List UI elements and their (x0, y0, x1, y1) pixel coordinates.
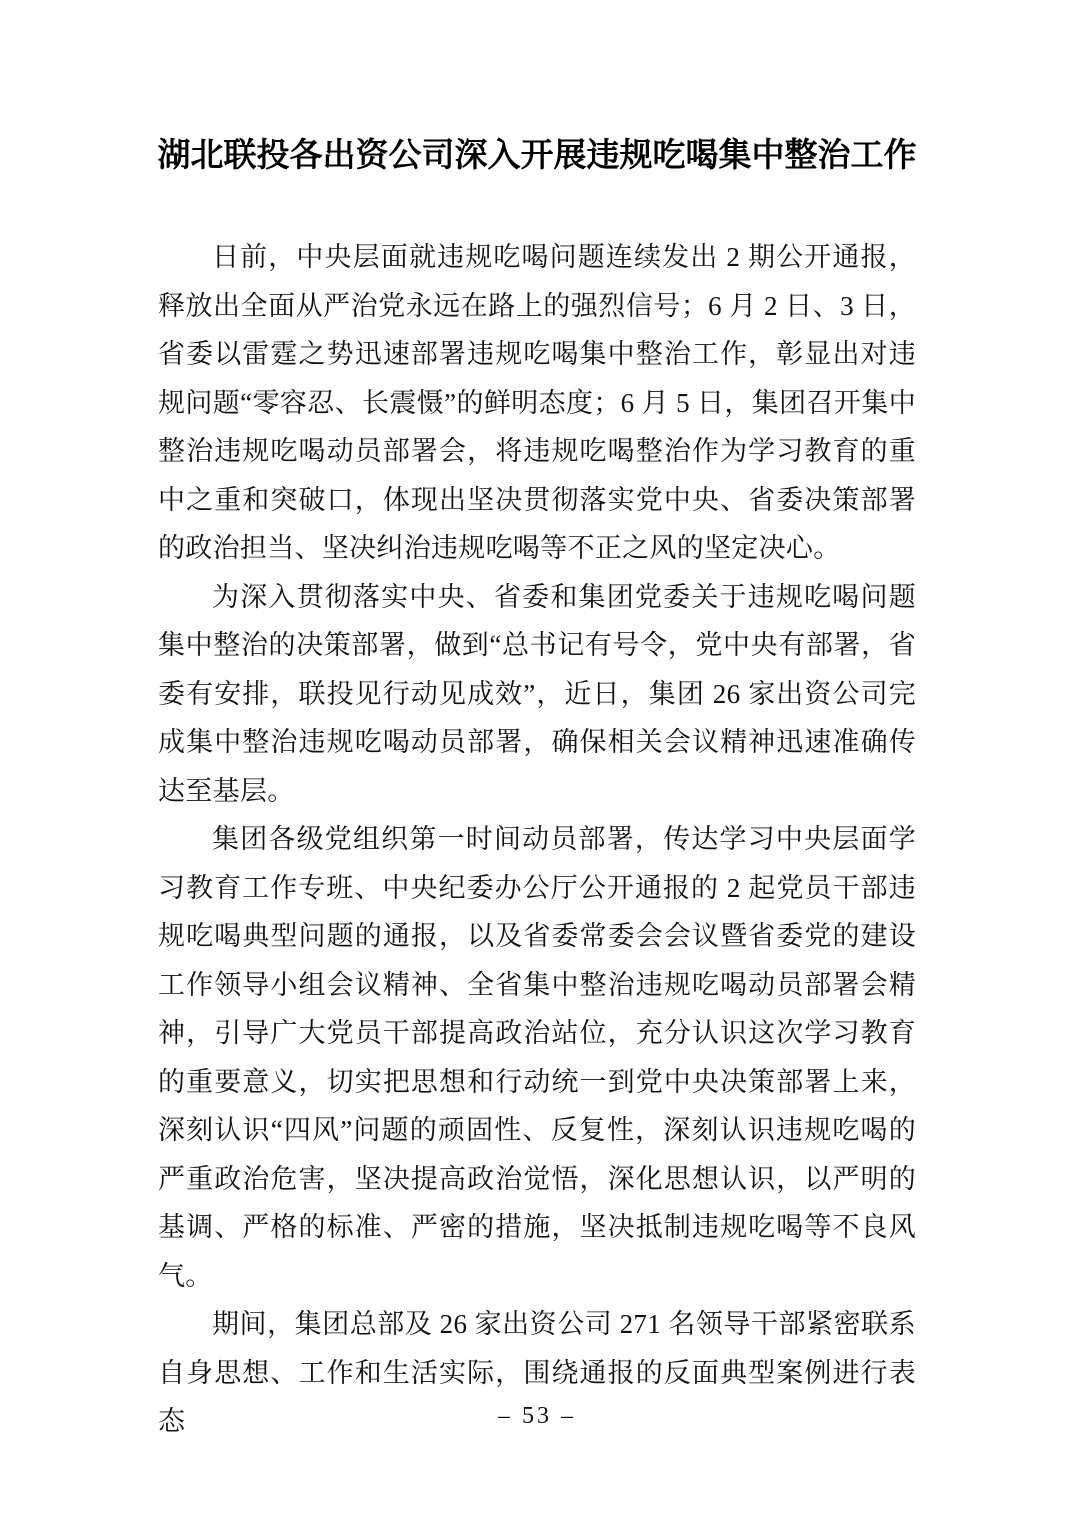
body-paragraph-4: 期间，集团总部及 26 家出资公司 271 名领导干部紧密联系自身思想、工作和生活实际，围绕通报的反面典型案例进行表态 (158, 1309, 916, 1436)
document-title: 湖北联投各出资公司深入开展违规吃喝集中整治工作 (157, 138, 917, 174)
page-number: – 53 – (498, 1403, 576, 1429)
body-paragraph-1: 日前，中央层面就违规吃喝问题连续发出 2 期公开通报，释放出全面从严治党永远在路上的强烈信号；6 月 2 日、3 日，省委以雷霆之势迅速部署违规吃喝集中整治工作，彰显出对违规问题“零容忍、长震慑”的鲜明态度；6 月 5 日，集团召开集中整治违规吃喝动员部署会，将违规吃喝整治作为学习教育的重中之重和突破口，体现出坚决贯彻落实党中央、省委决策部署的政治担当、坚决纠治违规吃喝等不正之风的坚定决心。 (158, 242, 916, 563)
page-footer (0, 1403, 1074, 1430)
document-body (158, 233, 916, 1446)
body-paragraph-2: 为深入贯彻落实中央、省委和集团党委关于违规吃喝问题集中整治的决策部署，做到“总书记有号令，党中央有部署，省委有安排，联投见行动见成效”，近日，集团 26 家出资公司完成集中整治违规吃喝动员部署，确保相关会议精神迅速准确传达至基层。 (158, 581, 916, 806)
body-paragraph-3: 集团各级党组织第一时间动员部署，传达学习中央层面学习教育工作专班、中央纪委办公厅公开通报的 2 起党员干部违规吃喝典型问题的通报，以及省委常委会会议暨省委党的建设工作领导小组会议精神、全省集中整治违规吃喝动员部署会精神，引导广大党员干部提高政治站位，充分认识这次学习教育的重要意义，切实把思想和行动统一到党中央决策部署上来，深刻认识“四风”问题的顽固性、反复性，深刻认识违规吃喝的严重政治危害，坚决提高政治觉悟，深化思想认识，以严明的基调、严格的标准、严密的措施，坚决抵制违规吃喝等不良风气。 (158, 824, 916, 1291)
